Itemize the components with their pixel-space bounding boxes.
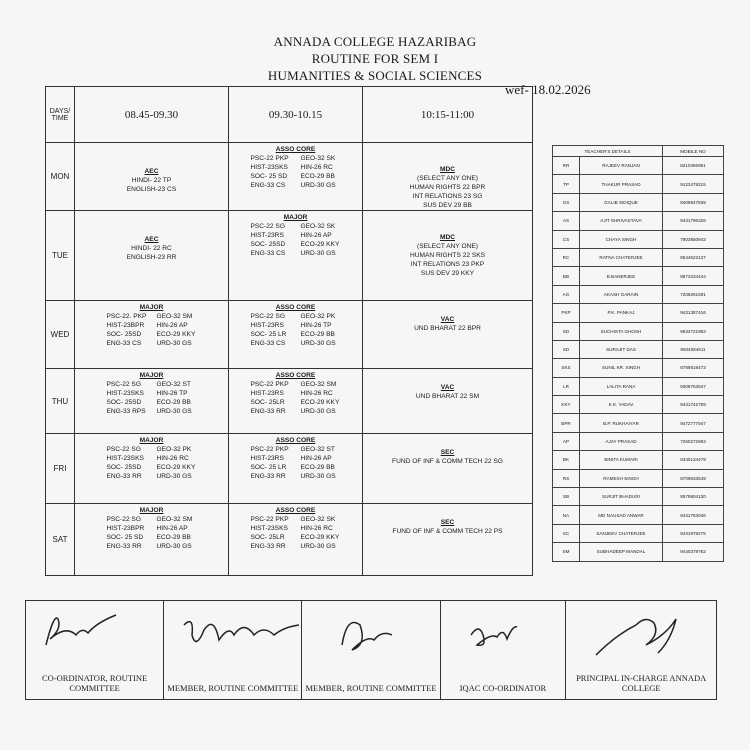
teacher-name: SURAJIT DAS (580, 340, 663, 358)
course-entry: ENG-33 RR (106, 543, 142, 550)
course-type: VAC (440, 384, 455, 391)
course-pair (229, 339, 362, 348)
routine-table (45, 86, 533, 576)
teacher-name: B.BANERJEE (580, 267, 663, 285)
mobile-header: MOBILE NO (663, 146, 724, 157)
course-pair (229, 445, 362, 454)
course-entry: SOC- 25SD (106, 464, 142, 471)
course-entry: HIN-26 RC (300, 390, 333, 397)
teacher-name: SUCHISTA GHOSH (580, 322, 663, 340)
course-pair (229, 380, 362, 389)
course-pair (75, 533, 228, 542)
course-entry: HIN-26 AP (156, 525, 188, 532)
course-entry: URD-30 GS (156, 408, 192, 415)
course-line: (SELECT ANY ONE) (417, 243, 478, 250)
wef-date: wef- 18.02.2026 (505, 82, 591, 97)
teacher-code: RC (553, 248, 580, 266)
course-entry: ECO-29 KKY (156, 464, 196, 471)
routine-cell (229, 369, 363, 434)
routine-cell (229, 211, 363, 301)
course-pair (75, 339, 228, 348)
teacher-name: BINITA KUMARI (580, 451, 663, 469)
routine-cell (229, 434, 363, 504)
table-row (553, 414, 724, 432)
teacher-code: KKY (553, 396, 580, 414)
teacher-mobile: 8544523137 (663, 248, 724, 266)
teacher-code: AP (553, 432, 580, 450)
course-entry: ENG-33 RR (250, 408, 286, 415)
table-row (553, 230, 724, 248)
course-entry: GEO-32 SM (300, 381, 337, 388)
course-line: HUMAN RIGHTS 22 BPR (409, 184, 486, 191)
table-row (553, 175, 724, 193)
course-pair (75, 463, 228, 472)
course-pair (229, 231, 362, 240)
course-entry: HIN-26 TP (300, 322, 332, 329)
routine-cell (229, 143, 363, 211)
course-pair (229, 154, 362, 163)
course-entry: PSC-22. PKP (106, 313, 147, 320)
course-pair (229, 524, 362, 533)
course-entry: GEO-32 SK (300, 516, 336, 523)
course-type: ASSO CORE (275, 507, 316, 514)
course-pair (229, 321, 362, 330)
table-row (553, 469, 724, 487)
course-entry: PSC-22 PKP (250, 516, 289, 523)
course-pair (229, 463, 362, 472)
course-entry: ENG-33 CS (250, 250, 286, 257)
signature-coordinator (26, 601, 164, 699)
table-row (553, 396, 724, 414)
teacher-mobile: 8340134479 (663, 451, 724, 469)
course-pair (75, 454, 228, 463)
signature-label: MEMBER, ROUTINE COMMITTEE (305, 683, 437, 693)
course-entry: HIN-26 AP (300, 455, 332, 462)
course-entry: PSC-22 SG (106, 516, 141, 523)
course-line: UND BHARAT 22 BPR (414, 325, 481, 332)
day-label: THU (46, 369, 75, 434)
teacher-mobile: 9431796328 (663, 212, 724, 230)
table-row (553, 304, 724, 322)
course-entry: HIST-23SKS (250, 164, 288, 171)
day-label: TUE (46, 211, 75, 301)
course-line: UND BHARAT 22 SM (415, 393, 480, 400)
routine-cell (75, 434, 229, 504)
course-entry: SOC- 25 LR (250, 331, 287, 338)
table-row (553, 193, 724, 211)
course-entry: GEO-32 ST (300, 446, 335, 453)
teacher-code: TP (553, 175, 580, 193)
course-pair (75, 445, 228, 454)
course-entry: PSC-22 SG (106, 446, 141, 453)
teacher-name: AJAY PRASAD (580, 432, 663, 450)
teacher-name: RATNA CHATERJEE (580, 248, 663, 266)
teacher-code: AG (553, 285, 580, 303)
course-pair (75, 542, 228, 551)
course-pair (75, 380, 228, 389)
table-row (553, 340, 724, 358)
teacher-name: MD NAUSAD ANWAR (580, 506, 663, 524)
course-type: MDC (439, 234, 456, 241)
course-pair (229, 163, 362, 172)
teacher-code: BK (553, 451, 580, 469)
course-entry: ECO-29 KKY (156, 331, 196, 338)
routine-cell (363, 434, 533, 504)
course-entry: HIST-23SKS (250, 525, 288, 532)
course-entry: PSC-22 PKP (250, 446, 289, 453)
teacher-name: THAKUR PRASAD (580, 175, 663, 193)
course-line: SUS DEV 29 KKY (420, 270, 475, 277)
teacher-code: RS (553, 469, 580, 487)
teacher-name: SANJEEV CHATERJEE (580, 524, 663, 542)
teacher-mobile: 9308753547 (663, 377, 724, 395)
course-type: ASSO CORE (275, 372, 316, 379)
course-entry: HIN-26 AP (156, 322, 188, 329)
teacher-mobile: 8409847839 (663, 193, 724, 211)
routine-cell (363, 504, 533, 576)
course-entry: URD-30 GS (300, 250, 336, 257)
course-entry: HIN-26 RC (300, 164, 333, 171)
routine-cell (363, 369, 533, 434)
course-entry: URD-30 GS (156, 543, 192, 550)
signature-mark (36, 605, 126, 655)
days-time-header: DAYS/ TIME (46, 87, 75, 143)
course-entry: PSC-22 PKP (250, 381, 289, 388)
teacher-name: SUNIL KR. SINGH (580, 359, 663, 377)
course-type: MAJOR (139, 437, 164, 444)
course-line: INT RELATIONS 23 SG (412, 193, 483, 200)
teacher-code: SC (553, 524, 580, 542)
course-entry: URD-30 GS (300, 543, 336, 550)
course-pair (75, 389, 228, 398)
course-entry: ECO-29 KKY (300, 241, 340, 248)
course-pair (75, 312, 228, 321)
time-header-1: 08.45-09.30 (75, 87, 229, 143)
signature-iqac (441, 601, 567, 699)
signature-mark (576, 605, 696, 665)
teacher-mobile: 8873234444 (663, 267, 724, 285)
teacher-mobile: 9431742759 (663, 396, 724, 414)
signature-member-1 (164, 601, 302, 699)
teacher-name: CHAYA SINGH (580, 230, 663, 248)
routine-cell (229, 301, 363, 369)
signature-member-2 (302, 601, 440, 699)
teacher-code: SD (553, 340, 580, 358)
teacher-code: SB (553, 488, 580, 506)
table-row (553, 267, 724, 285)
teacher-name: AKASH GARAIN (580, 285, 663, 303)
course-type: AEC (144, 168, 159, 175)
teacher-name: AJIT SHRIVASTAVA (580, 212, 663, 230)
routine-cell (363, 211, 533, 301)
teacher-code: AS (553, 212, 580, 230)
course-entry: ECO-29 KKY (300, 399, 340, 406)
course-entry: SOC- 25SD (106, 399, 142, 406)
teacher-name: P.K. PANKAJ (580, 304, 663, 322)
course-entry: GEO-32 ST (156, 381, 191, 388)
course-line: HUMAN RIGHTS 22 SKS (409, 252, 486, 259)
routine-cell (229, 504, 363, 576)
teacher-name: LALITA RANA (580, 377, 663, 395)
course-entry: ENG-33 CS (250, 340, 286, 347)
course-entry: ECO-29 KKY (300, 534, 340, 541)
table-row (553, 322, 724, 340)
teacher-name: GALIB SIDIQUE (580, 193, 663, 211)
course-type: ASSO CORE (275, 304, 316, 311)
course-entry: URD-30 GS (156, 340, 192, 347)
table-row (553, 451, 724, 469)
table-row (553, 212, 724, 230)
table-row (553, 432, 724, 450)
teacher-code: RR (553, 157, 580, 175)
table-row (553, 248, 724, 266)
course-type: MDC (439, 166, 456, 173)
course-entry: SOC- 25SD (106, 331, 142, 338)
course-entry: ECO-29 BB (300, 464, 335, 471)
course-entry: HIN-26 RC (300, 525, 333, 532)
faculty-title: HUMANITIES & SOCIAL SCIENCES (267, 68, 483, 83)
time-header-2: 09.30-10.15 (229, 87, 363, 143)
course-entry: SOC- 25SD (250, 241, 286, 248)
teacher-code: SKS (553, 359, 580, 377)
routine-cell (75, 504, 229, 576)
course-entry: HIST-23SKS (106, 455, 144, 462)
course-pair (229, 515, 362, 524)
course-entry: ENG-33 RPS (106, 408, 146, 415)
course-type: MAJOR (283, 214, 308, 221)
course-entry: SOC- 25 SD (106, 534, 144, 541)
course-pair (229, 172, 362, 181)
teacher-mobile: 7209291691 (663, 285, 724, 303)
teacher-mobile: 7903850943 (663, 230, 724, 248)
course-entry: SOC- 25 SD (250, 173, 288, 180)
course-type: ASSO CORE (275, 437, 316, 444)
course-entry: PSC-22 PKP (250, 155, 289, 162)
course-pair (75, 398, 228, 407)
teacher-mobile: 9431763046 (663, 506, 724, 524)
course-pair (229, 533, 362, 542)
table-row (553, 377, 724, 395)
course-entry: ECO-29 BB (156, 534, 191, 541)
course-pair (229, 407, 362, 416)
teacher-mobile: 8210356961 (663, 157, 724, 175)
signature-principal (566, 601, 716, 699)
course-pair (229, 398, 362, 407)
course-entry: GEO-32 SM (156, 516, 193, 523)
signature-mark (451, 605, 551, 660)
course-pair (229, 181, 362, 190)
signature-mark (174, 605, 304, 660)
course-pair (75, 515, 228, 524)
routine-cell (75, 211, 229, 301)
course-pair (229, 240, 362, 249)
course-entry: HIST-23BPR (106, 525, 145, 532)
teacher-name: RAJEEV RANJAN (580, 157, 663, 175)
day-label: MON (46, 143, 75, 211)
course-pair (229, 472, 362, 481)
course-entry: ENG-33 RR (250, 473, 286, 480)
course-pair (229, 389, 362, 398)
course-line: INT RELATIONS 23 PKP (410, 261, 485, 268)
course-type: SEC (440, 449, 455, 456)
course-pair (75, 330, 228, 339)
course-entry: URD-30 GS (300, 408, 336, 415)
course-line: FUND OF INF & COMM TECH 22 SG (392, 458, 503, 465)
course-line: ENGLISH-23 RR (126, 254, 177, 261)
college-title: ANNADA COLLEGE HAZARIBAG (273, 34, 477, 49)
teacher-code: SM (553, 543, 580, 561)
course-type: AEC (144, 236, 159, 243)
signature-label: PRINCIPAL IN-CHARGE ANNADA COLLEGE (576, 673, 707, 693)
course-entry: URD-30 GS (300, 182, 336, 189)
signature-label: IQAC CO-ORDINATOR (459, 683, 547, 693)
course-pair (229, 222, 362, 231)
routine-cell (75, 301, 229, 369)
course-entry: ENG-33 RR (106, 473, 142, 480)
table-row (553, 506, 724, 524)
course-pair (75, 472, 228, 481)
teacher-name: RAMESH SINGH (580, 469, 663, 487)
course-entry: HIST-23RS (250, 322, 284, 329)
teacher-mobile: 9123478215 (663, 175, 724, 193)
course-entry: HIST-23SKS (106, 390, 144, 397)
teacher-details-title: TEACHER'S DETAILS (553, 146, 663, 157)
course-pair (229, 542, 362, 551)
teacher-name: SURJIT BHADURI (580, 488, 663, 506)
course-entry: PSC-22 SG (250, 223, 285, 230)
teacher-mobile: 8579904130 (663, 488, 724, 506)
time-header-3: 10:15-11:00 (363, 87, 533, 143)
course-pair (229, 249, 362, 258)
teacher-details-table (552, 145, 724, 562)
course-entry: SOC- 25LR (250, 534, 285, 541)
table-row (553, 157, 724, 175)
teacher-mobile: 9431978275 (663, 524, 724, 542)
teacher-code: BB (553, 267, 580, 285)
course-entry: ECO-29 BB (300, 173, 335, 180)
teacher-code: SD (553, 322, 580, 340)
course-pair (75, 321, 228, 330)
course-entry: HIST-23RS (250, 232, 284, 239)
teacher-code: NA (553, 506, 580, 524)
course-line: (SELECT ANY ONE) (417, 175, 478, 182)
teacher-mobile: 8789819473 (663, 359, 724, 377)
teacher-code: BPR (553, 414, 580, 432)
course-type: MAJOR (139, 372, 164, 379)
signature-label: MEMBER, ROUTINE COMMITTEE (167, 683, 299, 693)
course-line: FUND OF INF & COMM TECH 22 PS (392, 528, 503, 535)
teacher-code: CS (553, 230, 580, 248)
course-entry: PSC-22 SG (250, 313, 285, 320)
routine-cell (75, 143, 229, 211)
course-entry: PSC-22 SG (106, 381, 141, 388)
teacher-name: K.K. YADAV (580, 396, 663, 414)
teacher-mobile: 9472777947 (663, 414, 724, 432)
course-entry: HIST-23RS (250, 390, 284, 397)
teacher-name: SUBHADEEP MANDAL (580, 543, 663, 561)
course-type: VAC (440, 316, 455, 323)
course-entry: URD-30 GS (300, 340, 336, 347)
day-label: WED (46, 301, 75, 369)
course-entry: SOC- 25LR (250, 399, 285, 406)
course-entry: URD-30 GS (300, 473, 336, 480)
course-entry: HIN-26 AP (300, 232, 332, 239)
routine-cell (75, 369, 229, 434)
course-type: SEC (440, 519, 455, 526)
teacher-mobile: 7250272993 (663, 432, 724, 450)
table-row (553, 285, 724, 303)
course-pair (229, 454, 362, 463)
course-pair (229, 330, 362, 339)
signature-label: CO-ORDINATOR, ROUTINE COMMITTEE (42, 673, 148, 693)
course-entry: GEO-32 SK (300, 155, 336, 162)
course-pair (229, 312, 362, 321)
teacher-mobile: 9440379762 (663, 543, 724, 561)
routine-cell (363, 301, 533, 369)
course-entry: ECO-29 BB (156, 399, 191, 406)
course-line: ENGLISH-23 CS (126, 186, 177, 193)
routine-cell (363, 143, 533, 211)
course-entry: GEO-32 PK (156, 446, 192, 453)
course-entry: ENG-33 CS (106, 340, 142, 347)
course-entry: HIST-23RS (250, 455, 284, 462)
teacher-mobile: 8709633549 (663, 469, 724, 487)
course-entry: ECO-29 BB (300, 331, 335, 338)
table-row (553, 488, 724, 506)
course-entry: SOC- 25 LR (250, 464, 287, 471)
table-row (553, 543, 724, 561)
course-line: HINDI- 22 TP (131, 177, 172, 184)
signature-mark (312, 605, 412, 660)
course-pair (75, 407, 228, 416)
teacher-code: LR (553, 377, 580, 395)
table-row (553, 524, 724, 542)
course-type: MAJOR (139, 507, 164, 514)
course-line: HINDI- 22 RC (131, 245, 172, 252)
teacher-mobile: 9934721993 (663, 322, 724, 340)
table-row (553, 359, 724, 377)
course-entry: GEO-32 SM (156, 313, 193, 320)
course-entry: ENG-33 CS (250, 182, 286, 189)
day-label: FRI (46, 434, 75, 504)
course-entry: HIN-26 TP (156, 390, 188, 397)
course-type: MAJOR (139, 304, 164, 311)
teacher-mobile: 9431387416 (663, 304, 724, 322)
teacher-mobile: 9934084611 (663, 340, 724, 358)
teacher-code: GS (553, 193, 580, 211)
day-label: SAT (46, 504, 75, 576)
course-entry: GEO-32 SK (300, 223, 336, 230)
routine-title: ROUTINE FOR SEM I (311, 51, 439, 66)
signature-panel (25, 600, 717, 700)
course-entry: HIN-26 RC (156, 455, 189, 462)
course-entry: GEO-32 PK (300, 313, 336, 320)
course-line: SUS DEV 29 BB (423, 202, 472, 209)
course-entry: ENG-33 RR (250, 543, 286, 550)
course-type: ASSO CORE (275, 146, 316, 153)
teacher-code: PKP (553, 304, 580, 322)
course-entry: HIST-23BPR (106, 322, 145, 329)
course-pair (75, 524, 228, 533)
teacher-name: B.P. RUKHAIYAR (580, 414, 663, 432)
course-entry: URD-30 GS (156, 473, 192, 480)
